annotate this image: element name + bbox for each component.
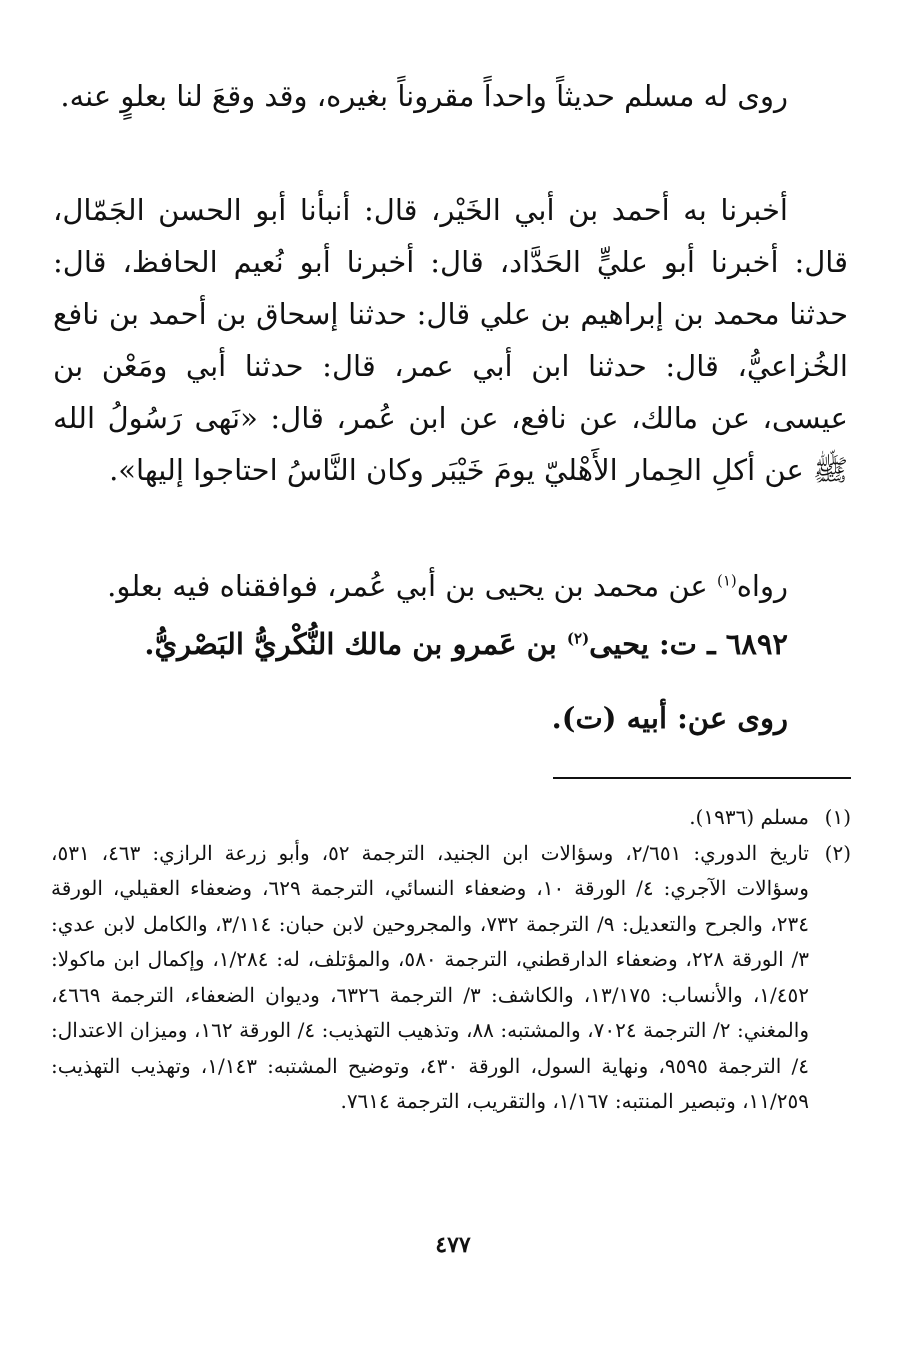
footnotes-section (51, 800, 851, 1120)
entry-heading-start: ٦٨٩٢ ـ ت: يحيى (589, 627, 788, 661)
entry-narrated-from: روى عن: أبيه (ت). (551, 701, 788, 735)
paragraph-isnad-hadith: أخبرنا به أحمد بن أبي الخَيْر، قال: أنبأنا أبو الحسن الجَمّال، قال: أخبرنا أبو عليٍّ الحَدَّاد، قال: أخبرنا أبو نُعيم الحافظ، قال: حدثنا محمد بن إبراهيم بن علي قال: حدثنا إسحاق بن أحمد بن نافع الخُزاعيُّ، قال: حدثنا ابن أبي عمر، قال: حدثنا أبي ومَعْن بن عيسى، عن مالك، عن نافع، عن ابن عُمر، قال: «نَهى رَسُولُ الله ﷺ عن أكلِ الحِمار الأَهْليّ يومَ خَيْبَر وكان النَّاسُ احتاجوا إليها». (53, 193, 848, 487)
footnote-text: تاريخ الدوري: ٢/٦٥١، وسؤالات ابن الجنيد، الترجمة ٥٢، وأبو زرعة الرازي: ٤٦٣، ٥٣١، وسؤالات الآجري: ٤/ الورقة ١٠، وضعفاء النسائي، الترجمة ٦٢٩، وضعفاء العقيلي، الورقة ٢٣٤، والجرح والتعديل: ٩/ الترجمة ٧٣٢، والمجروحين لابن حبان: ٣/١١٤، والكامل لابن عدي: ٣/ الورقة ٢٢٨، وضعفاء الدارقطني، الترجمة ٥٨٠، والمؤتلف، له: ١/٢٨٤، وإكمال ابن ماكولا: ١/٤٥٢، والأنساب: ١٣/١٧٥، والكاشف: ٣/ الترجمة ٦٣٢٦، وديوان الضعفاء، الترجمة ٤٦٦٩، والمغني: ٢/ الترجمة ٧٠٢٤، والمشتبه: ٨٨، وتذهيب التهذيب: ٤/ الورقة ١٦٢، وميزان الاعتدال: ٤/ الترجمة ٩٥٩٥، ونهاية السول، الورقة ٤٣٠، وتوضيح المشتبه: ١/١٤٣، وتهذيب التهذيب: ١١/٢٥٩، وتبصير المنتبه: ١/١٦٧، والتقريب، الترجمة ٧٦١٤. (51, 840, 809, 1113)
entry-heading (53, 618, 848, 670)
page-number: ٤٧٧ (435, 1232, 471, 1258)
footnote-ref-2: (٢) (566, 629, 590, 648)
footnote-item (51, 836, 851, 1120)
riwaya-text-end: عن محمد بن يحيى بن أبي عُمر، فوافقناه فيه بعلو. (107, 569, 717, 603)
footnote-text: مسلم (١٩٣٦). (689, 805, 809, 829)
footnote-item (51, 800, 851, 836)
footnote-number: (٢) (824, 840, 851, 865)
paragraph-riwaya (53, 560, 848, 612)
footnote-ref-1: (١) (716, 571, 737, 590)
paragraph-narration-note: روى له مسلم حديثاً واحداً مقروناً بغيره، وقد وقعَ لنا بعلوٍ عنه. (60, 79, 788, 113)
footnote-divider (553, 777, 851, 779)
riwaya-text-start: رواه (736, 569, 788, 603)
footnote-number: (١) (824, 805, 851, 829)
entry-heading-end: بن عَمرو بن مالك النُّكْريُّ البَصْريُّ. (144, 627, 567, 661)
